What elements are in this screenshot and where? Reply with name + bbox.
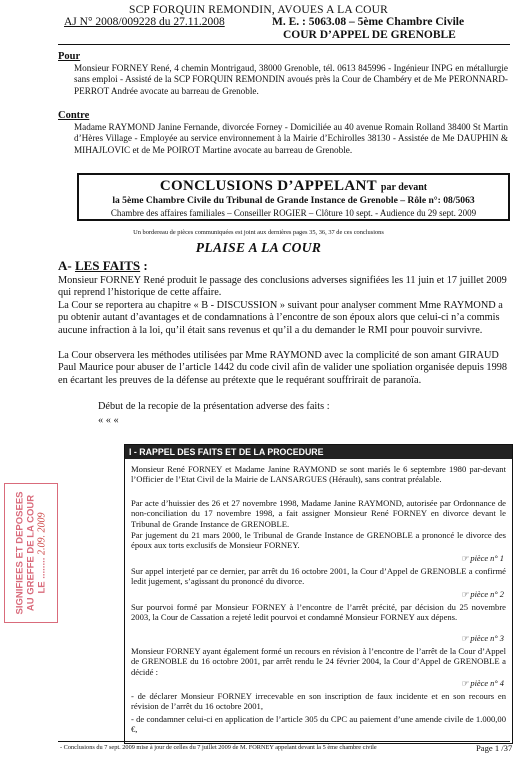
plaise-heading: PLAISE A LA COUR xyxy=(195,240,322,255)
header-divider xyxy=(58,44,510,45)
stamp-line-3: LE ........ 2.09. 2009 xyxy=(36,512,48,594)
piece-reference-3: ☞ pièce n° 3 xyxy=(460,634,504,643)
filing-stamp xyxy=(4,483,58,623)
quote-paragraph-4: Sur appel interjeté par ce dernier, par arrêt du 16 octobre 2001, la Cour d’Appel de GRENOBLE a confirmé ledit jugement, s’agissant du prononcé du divorce. xyxy=(131,566,506,587)
quote-paragraph-3: Par jugement du 21 mars 2000, le Tribunal de Grande Instance de GRENOBLE a prononcé le divorce des époux aux torts exclusifs de Monsieur FORNEY. xyxy=(131,530,506,551)
case-reference: M. E. : 5063.08 – 5ème Chambre Civile xyxy=(272,16,465,28)
piece-reference-4: ☞ pièce n° 4 xyxy=(460,679,504,688)
quote-paragraph-5: Sur pourvoi formé par Monsieur FORNEY à l’encontre de l’arrêt précité, par décision du 25 novembre 2003, la Cour de Cassation a rejeté ledit pourvoi et condamné Monsieur FORNEY aux dépens. xyxy=(131,602,506,623)
quote-paragraph-6: Monsieur FORNEY ayant également formé un recours en révision à l’encontre de l’arrêt de la Cour d’Appel de GRENOBLE du 16 octobre 2001, par arrêt rendu le 24 février 2004, la Cour d’Appel de GRENOBLE a décidé : xyxy=(131,646,506,677)
piece-reference-2: ☞ pièce n° 2 xyxy=(460,590,504,599)
paragraph-1: Monsieur FORNEY René produit le passage des conclusions adverses signifiées les 11 juin et 17 juillet 2009 qui reprend l’historique de cette affaire. xyxy=(58,275,507,299)
contre-label: Contre xyxy=(58,110,90,121)
section-prefix: A- xyxy=(58,258,75,273)
quote-paragraph-1: Monsieur René FORNEY et Madame Janine RAYMOND se sont mariés le 6 septembre 1980 par-devant l’Officier de l’Etat Civil de la Mairie de LANSARGUES (Hérault), sans contrat préalable. xyxy=(131,464,506,485)
quoted-section-header: I - RAPPEL DES FAITS ET DE LA PROCEDURE xyxy=(125,445,512,459)
bordereau-note: Un bordereau de pièces communiquées est joint aux dernières pages 35, 36, 37 de ces conclusions xyxy=(133,229,384,236)
paragraph-3: La Cour observera les méthodes utilisées par Mme RAYMOND avec la complicité de son amant GIRAUD Paul Maurice pour abuser de l’article 1442 du code civil afin de valider une spoliation organisée depuis 1998 en écartant les preuves de la défense au prétexte que le requérant souffrirait de paranoïa. xyxy=(58,350,508,386)
conclusions-title-suffix: par devant xyxy=(380,182,428,193)
aj-reference: AJ N° 2008/009228 du 27.11.2008 xyxy=(64,16,225,28)
filing-stamp-text xyxy=(15,484,48,622)
piece-reference-1: ☞ pièce n° 1 xyxy=(460,554,504,563)
stamp-date: 2.09. 2009 xyxy=(36,512,48,555)
contre-text: Madame RAYMOND Janine Fernande, divorcée Forney - Domiciliée au 40 avenue Romain Rolland 38400 St Martin d’Hères Village - Employée au service environnement à la Mairie d’Echirolles 38130 - Assistée de Me DAUPHIN & MIHAJLOVIC et de Me POIROT Martine avocate au barreau de Grenoble. xyxy=(74,122,508,155)
quote-open-marks: « « « xyxy=(98,415,119,426)
conclusions-box xyxy=(77,173,510,221)
pour-text: Monsieur FORNEY René, 4 chemin Montrigaud, 38000 Grenoble, tél. 0613 845996 - Ingénieur INPG en métallurgie sans emploi - Assisté de la SCP FORQUIN REMONDIN avoués près la Cour de Chambéry et de Me PERONNARD-PERROT Andrée avocate au barreau de Grenoble. xyxy=(74,63,508,96)
section-heading xyxy=(58,258,148,274)
chamber-line: la 5ème Chambre Civile du Tribunal de Grande Instance de Grenoble – Rôle n°: 08/5063 xyxy=(112,195,475,206)
paragraph-2: La Cour se reportera au chapitre « B - DISCUSSION » suivant pour analyser comment Mme RAYMOND a pu obtenir autant d’avantages et de condamnations à l’encontre de son époux alors que celui-ci n’a commis aucune infraction à la loi, qu’il était sans revenus et qu’il a du demander le RMI pour pouvoir survivre. xyxy=(58,300,503,336)
section-title: LES FAITS xyxy=(74,258,141,273)
quote-paragraph-7: - de déclarer Monsieur FORNEY irrecevable en son inscription de faux incidente et en son recours en révision de l’arrêt du 16 octobre 2001, xyxy=(131,691,506,712)
quote-paragraph-8: - de condamner celui-ci en application de l’article 305 du CPC au paiement d’une amende civile de 1.000,00 €, xyxy=(131,714,506,735)
conclusions-title xyxy=(79,177,508,195)
section-suffix: : xyxy=(140,258,148,273)
stamp-line-2: AU GREFFE DE LA COUR xyxy=(25,494,37,612)
chamber-details-line: Chambre des affaires familiales – Conseiller ROGIER – Clôture 10 sept. - Audience du 29 sept. 2009 xyxy=(110,208,477,218)
pour-label: Pour xyxy=(58,51,81,62)
stamp-le: LE xyxy=(36,581,48,594)
footer-divider xyxy=(58,741,510,742)
conclusions-title-main: CONCLUSIONS D’APPELANT xyxy=(159,178,377,194)
firm-name: SCP FORQUIN REMONDIN, AVOUES A LA COUR xyxy=(128,4,389,16)
page-number: Page 1 /37 xyxy=(476,743,513,753)
court-name: COUR D’APPEL DE GRENOBLE xyxy=(283,29,456,41)
quoted-facts-box xyxy=(124,444,513,744)
intro-line: Début de la recopie de la présentation adverse des faits : xyxy=(98,401,330,412)
stamp-line-1: SIGNIFIEES ET DEPOSEES xyxy=(14,491,26,615)
quote-paragraph-2: Par acte d’huissier des 26 et 27 novembre 1998, Madame Janine RAYMOND, autorisée par Ordonnance de non-conciliation du 17 novembre 1998, a fait assigner Monsieur René FORNEY en divorce devant le Tribunal de Grande Instance de GRENOBLE. xyxy=(131,498,506,529)
footer-text: - Conclusions du 7 sept. 2009 mise à jour de celles du 7 juillet 2009 de M. FORNEY appelant devant la 5 ème chambre civile xyxy=(60,744,377,751)
